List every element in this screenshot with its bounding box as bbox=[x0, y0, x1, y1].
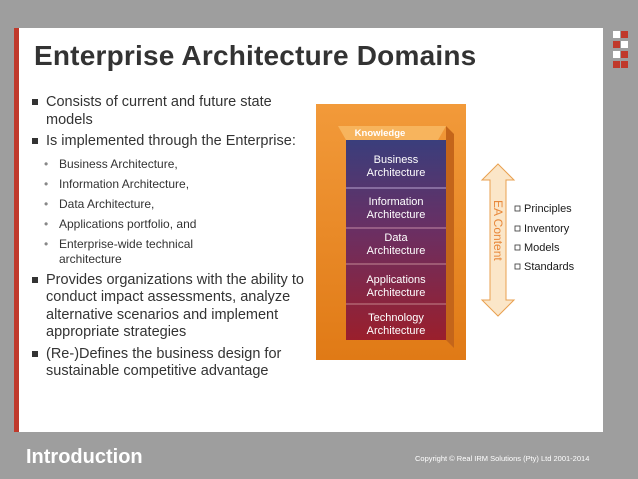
sub-bullet-item: • Data Architecture, bbox=[30, 197, 315, 212]
ea-domains-diagram bbox=[316, 104, 605, 360]
copyright-text: Copyright © Real IRM Solutions (Pty) Ltd 2001-2014 bbox=[415, 454, 590, 463]
stack-side-face bbox=[446, 126, 454, 348]
decorative-square bbox=[621, 41, 628, 48]
content-item: Standards bbox=[524, 261, 575, 273]
layer-technology-line1: Technology bbox=[368, 312, 424, 324]
bullet-item: Consists of current and future state models bbox=[30, 94, 315, 129]
sub-bullet-item: • Business Architecture, bbox=[30, 157, 315, 172]
checkbox-icon bbox=[515, 206, 520, 211]
decorative-square bbox=[613, 51, 620, 58]
sub-bullet-item: • Applications portfolio, and bbox=[30, 217, 315, 232]
layer-data-line2: Architecture bbox=[366, 245, 426, 257]
accent-bar bbox=[14, 28, 19, 432]
knowledge-label: Knowledge bbox=[354, 128, 406, 139]
decorative-square bbox=[621, 31, 628, 38]
section-title: Introduction bbox=[26, 446, 143, 468]
slide-title: Enterprise Architecture Domains bbox=[34, 40, 477, 71]
content-item: Inventory bbox=[524, 223, 570, 235]
layer-applications-line1: Applications bbox=[366, 274, 426, 286]
sub-bullet-item: • Information Architecture, bbox=[30, 177, 315, 192]
decorative-square bbox=[621, 51, 628, 58]
decorative-square bbox=[621, 61, 628, 68]
bullet-item: Is implemented through the Enterprise: bbox=[30, 133, 315, 151]
checkbox-icon bbox=[515, 264, 520, 269]
checkbox-icon bbox=[515, 245, 520, 250]
layer-technology-line2: Architecture bbox=[366, 325, 426, 337]
content-item: Principles bbox=[524, 203, 572, 215]
layer-information-line2: Architecture bbox=[366, 209, 426, 221]
ea-content-label: EA Content bbox=[491, 200, 505, 261]
layer-information-line1: Information bbox=[368, 196, 424, 208]
bullet-list bbox=[30, 94, 315, 385]
content-item: Models bbox=[524, 242, 560, 254]
layer-business-line1: Business bbox=[373, 154, 419, 166]
bullet-item: Provides organizations with the ability to conduct impact assessments, analyze alternative scenarios and implement appropriate strategies bbox=[30, 272, 306, 342]
layer-applications-line2: Architecture bbox=[366, 287, 426, 299]
layer-business-line2: Architecture bbox=[366, 167, 426, 179]
decorative-square bbox=[613, 31, 620, 38]
decorative-square bbox=[613, 61, 620, 68]
layer-data-line1: Data bbox=[384, 232, 408, 244]
checkbox-icon bbox=[515, 226, 520, 231]
sub-bullet-item: • Enterprise-wide technical architecture bbox=[30, 237, 259, 267]
bullet-item: (Re-)Defines the business design for sustainable competitive advantage bbox=[30, 346, 315, 381]
decorative-square bbox=[613, 41, 620, 48]
